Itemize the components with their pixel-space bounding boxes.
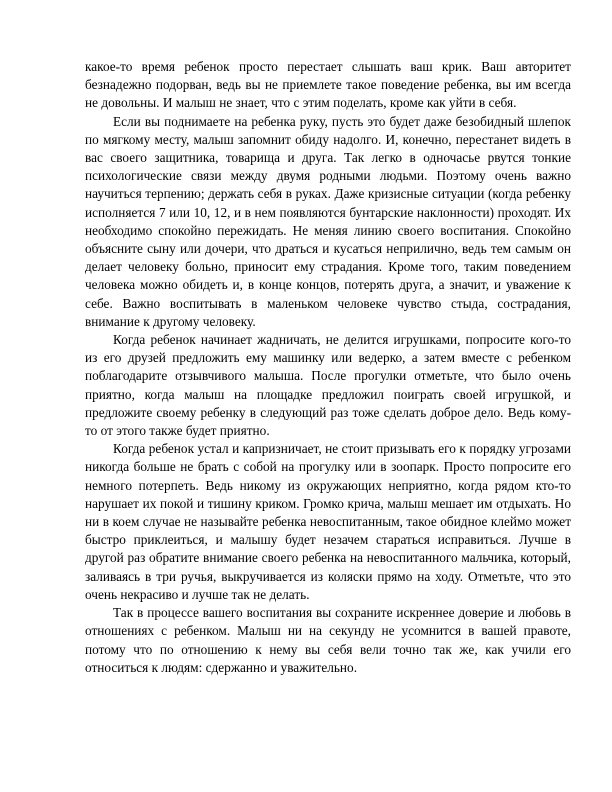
paragraph-1: какое-то время ребенок просто перестает слышать ваш крик. Ваш авторитет безнадежно подорван, ведь вы не приемлете такое поведение ребенка, вы им всегда не довольны. И малыш не знает, что с этим поделать, кроме как уйти в себя. (85, 59, 571, 111)
document-page (85, 58, 571, 677)
paragraph-5: Так в процессе вашего воспитания вы сохраните искреннее доверие и любовь в отношениях с ребенком. Малыш ни на секунду не усомнится в вашей правоте, потому что по отношению к нему вы себя вели точно так же, как учили его относиться к людям: сдержанно и уважительно. (85, 605, 571, 675)
paragraph-3: Когда ребенок начинает жадничать, не делится игрушками, попросите кого-то из его друзей предложить ему машинку или ведерко, а затем вместе с ребенком поблагодарите отзывчивого малыша. После прогулки отметьте, что было очень приятно, когда малыш на площадке предложил поиграть своей игрушкой, и предложите своему ребенку в следующий раз тоже сделать доброе дело. Ведь кому-то от этого также будет приятно. (85, 332, 571, 439)
paragraph-2: Если вы поднимаете на ребенка руку, пусть это будет даже безобидный шлепок по мягкому месту, малыш запомнит обиду надолго. И, конечно, перестанет видеть в вас своего защитника, товарища и друга. Так легко в одночасье рвутся тонкие психологические связи между двумя родными людьми. Поэтому очень важно научиться терпению; держать себя в руках. Даже кризисные ситуации (когда ребенку исполняется 7 или 10, 12, и в нем появляются бунтарские наклонности) проходят. Их необходимо спокойно пережидать. Не меняя линию своего воспитания. Спокойно объясните сыну или дочери, что драться и кусаться неприлично, ведь тем самым он делает человеку больно, приносит ему страдания. Кроме того, таким поведением человека можно обидеть и, в конце концов, потерять друга, а значит, и уважение к себе. Важно воспитывать в маленьком человеке чувство стыда, сострадания, внимание к другому человеку. (85, 113, 571, 329)
paragraph-4: Когда ребенок устал и капризничает, не стоит призывать его к порядку угрозами никогда больше не брать с собой на прогулку или в зоопарк. Просто попросите его немного потерпеть. Ведь никому из окружающих неприятно, когда рядом кто-то нарушает их покой и тишину криком. Громко крича, малыш мешает им отдыхать. Но ни в коем случае не называйте ребенка невоспитанным, такое обидное клеймо может быстро приклеиться, и малышу будет незачем стараться исправиться. Лучше в другой раз обратите внимание своего ребенка на невоспитанного мальчика, который, заливаясь в три ручья, выкручивается из коляски прямо на ходу. Отметьте, что это очень некрасиво и лучше так не делать. (85, 441, 571, 602)
